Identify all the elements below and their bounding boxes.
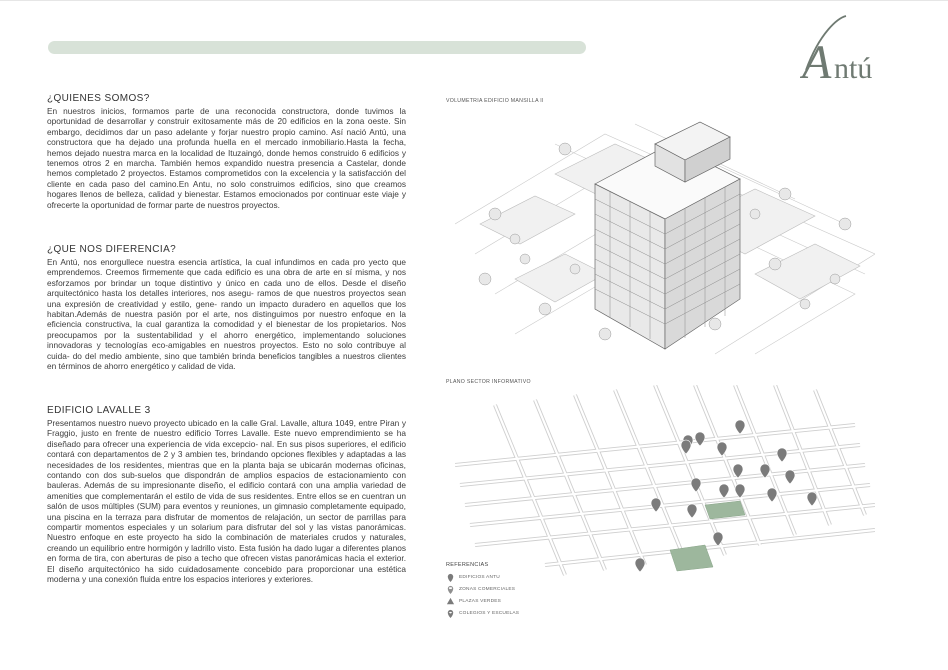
- park-area: [670, 545, 713, 571]
- pin-icon: [635, 558, 645, 572]
- section-quienes-somos: [47, 93, 406, 210]
- svg-text:A: A: [802, 36, 832, 82]
- park-area: [705, 501, 745, 519]
- pin-icon: [777, 448, 787, 462]
- pin-icon: [651, 498, 661, 512]
- header-bar: [48, 41, 586, 54]
- section-title: EDIFICIO LAVALLE 3: [47, 405, 151, 416]
- section-title: ¿QUE NOS DIFERENCIA?: [47, 244, 177, 255]
- volumetry-caption: VOLUMETRIA EDIFICIO MANSILLA II: [446, 98, 544, 104]
- pin-icon: [446, 573, 455, 582]
- legend-title: REFERENCIAS: [446, 562, 489, 568]
- pin-icon: [717, 442, 727, 456]
- shop-icon: [446, 585, 455, 594]
- section-body: Presentamos nuestro nuevo proyecto ubicado en la calle Gral. Lavalle, altura 1049, entre Piran y Fraggio, justo en frente de nuestro edificio Torres Lavalle. Este nuevo emprendimiento se ha diseñado para ofrecer una experiencia de vida excepcio- nal. En sus pisos superiores, el edificio contará con departamentos de 2 y 3 ambien tes, brindando opciones flexibles y adaptadas a las necesidades de los residentes, mientras que en la planta baja se ubicarán modernas oficinas, contando con dos sub-suelos que dispondrán de amplios espacios de estacionamiento con bauleras. Además de su impresionante diseño, el edificio contará con una amplia variedad de amenities que complementarán el estilo de vida de sus residentes. Entre ellos se en cuentran un salón de usos múltiples (SUM) para eventos y reuniones, un gimnasio completamente equipado, una piscina en la terraza para disfrutar de momentos de relajación, un sector de parrillas para compartir momentos especiales y un solarium para disfrutar del sol y las vistas panorámicas. Nuestro enfoque en este proyecto ha sido la combinación de materiales crudos y naturales, creando un equilibrio entre hormigón y ladrillo visto. Esta fusión ha dado lugar a diferentes planos en forma de tira, con aberturas de piso a techo que ofrecen vistas panorámicas hacia el exterior. El diseño arquitectónico ha sido cuidadosamente concebido para proporcionar una estética moderna y una conexión fluida entre los espacios interiores y exteriores.: [47, 418, 406, 585]
- legend-label: ZONAS COMERCIALES: [459, 586, 516, 592]
- map-caption: PLANO SECTOR INFORMATIVO: [446, 379, 531, 385]
- legend-item: [446, 595, 576, 607]
- building-volumetry-illustration: [455, 104, 875, 359]
- section-title: ¿QUIENES SOMOS?: [47, 93, 150, 104]
- sector-map: [455, 385, 875, 585]
- school-icon: [446, 609, 455, 618]
- section-edificio-lavalle: [47, 405, 406, 585]
- pin-icon: [767, 488, 777, 502]
- legend-label: EDIFICIOS ANTU: [459, 574, 500, 580]
- section-que-nos-diferencia: [47, 244, 406, 371]
- pin-icon: [695, 432, 705, 446]
- legend-item: [446, 607, 576, 619]
- legend-label: PLAZAS VERDES: [459, 598, 502, 604]
- map-legend: [446, 562, 576, 619]
- pin-icon: [807, 492, 817, 506]
- legend-item: [446, 583, 576, 595]
- pin-icon: [687, 504, 697, 518]
- tree-icon: [446, 597, 455, 606]
- pin-icon: [735, 420, 745, 434]
- section-body: En nuestros inicios, formamos parte de una reconocida constructora, donde tuvimos la oportunidad de desarrollar y construir exitosamente más de 20 edificios en la zona oeste. Sin embargo, decidimos dar un paso adelante y forjar nuestro propio camino. Así nació Antú, una constructora que ha dejado una profunda huella en el mercado inmobiliario.Hasta la fecha, hemos dejado nuestra marca en la localidad de Ituzaingó, donde hemos construido 6 edificios y tenemos otros 2 en marcha. También hemos expandido nuestra presencia a Castelar, donde hemos completado 2 proyectos. Estamos comprometidos con la excelencia y la satisfacción del cliente en cada paso del camino.En Antu, no solo construimos edificios, sino que creamos hogares llenos de belleza, calidad y bienestar. Estamos emocionados por continuar este viaje y ofrecerte la oportunidad de formar parte de nuestros proyectos.: [47, 106, 406, 210]
- section-body: En Antú, nos enorgullece nuestra esencia artística, la cual infundimos en cada pro yecto que emprendemos. Creemos firmemente que cada edificio es una obra de arte en sí misma, y nos esforzamos por brindar un toque distintivo y único en cada uno de ellos. Desde el diseño arquitectónico hasta los detalles interiores, nos asegu- ramos de que nuestros proyectos sean una expresión de creatividad y estilo, gene- rando un impacto duradero en aquellos que los habitan.Además de nuestra pasión por el arte, nos distinguimos por nuestro enfoque en la eficiencia constructiva, la cual garantiza la comodidad y el bienestar de los propietarios. Nos preocupamos por la sustentabilidad y el ahorro energético, implementando soluciones innovadoras y tecnologías eco-amigables en nuestros proyectos. Esto no solo contribuye al cuida- do del medio ambiente, sino que también brinda beneficios tangibles a nuestros clientes en términos de ahorro energético y calidad de vida.: [47, 257, 406, 372]
- legend-item: [446, 571, 576, 583]
- pin-icon: [719, 484, 729, 498]
- legend-label: COLEGIOS Y ESCUELAS: [459, 610, 520, 616]
- svg-text:ntú: ntú: [834, 52, 873, 82]
- pin-icon: [785, 470, 795, 484]
- antu-logo: [800, 12, 904, 82]
- page-border: [0, 0, 948, 1]
